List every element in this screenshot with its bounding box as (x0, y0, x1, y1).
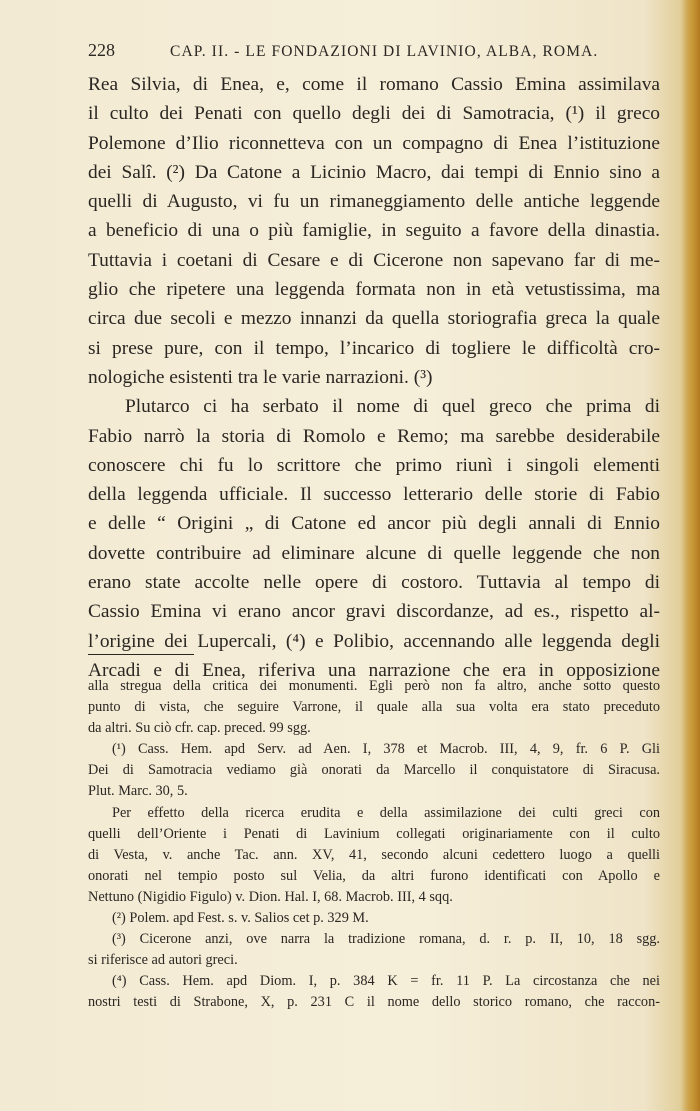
main-text (88, 70, 660, 685)
footnote-line: Plut. Marc. 30, 5. (88, 783, 188, 800)
footnote-line: nostri testi di Strabone, X, p. 231 C il nome dello storico romano, che raccon- (88, 994, 660, 1011)
footnote-line: alla stregua della critica dei monumenti. Egli però non fa altro, anche sotto questo (88, 678, 660, 694)
body-line: si prese pure, con il tempo, l’incarico di togliere le difficoltà cro- (88, 337, 660, 359)
body-line: circa due secoli e mezzo innanzi da quella storiografia greca la quale (88, 308, 660, 330)
footnote-line: punto di vista, che seguire Varrone, il quale alla sua volta era stato preceduto (88, 699, 660, 716)
footnote-line: (²) Polem. apd Fest. s. v. Salios cet p. 329 M. (112, 910, 369, 927)
body-line: Rea Silvia, di Enea, e, come il romano Cassio Emina assimilava (88, 74, 660, 95)
body-line: dei Salî. (²) Da Catone a Licinio Macro, dai tempi di Ennio sino a (88, 161, 660, 183)
body-line: Plutarco ci ha serbato il nome di quel greco che prima di (125, 396, 660, 418)
body-line: glio che ripetere una leggenda formata non in età vetustissima, ma (88, 279, 660, 301)
body-line: Arcadi e di Enea, riferiva una narrazione che era in opposizione (88, 659, 660, 681)
footnote-line: si riferisce ad autori greci. (88, 952, 238, 969)
footnote-line: (⁴) Cass. Hem. apd Diom. I, p. 384 K = fr. 11 P. La circostanza che nei (112, 973, 660, 990)
body-line: Polemone d’Ilio riconnetteva con un compagno di Enea l’istituzione (88, 132, 660, 154)
footnote-line: da altri. Su ciò cfr. cap. preced. 99 sgg. (88, 720, 311, 737)
body-line: Fabio narrò la storia di Romolo e Remo; ma sarebbe desiderabile (88, 425, 660, 447)
body-line: conoscere chi fu lo scrittore che primo riunì i singoli elementi (88, 454, 660, 476)
body-line: a beneficio di una o più famiglie, in seguito a favore della dinastia. (88, 220, 660, 242)
body-line: Tuttavia i coetani di Cesare e di Cicerone non sapevano far di me- (88, 249, 660, 271)
footnote-line: di Vesta, v. anche Tac. ann. XV, 41, secondo alcuni cedettero luogo a quelli (88, 846, 660, 863)
page-edge (682, 0, 700, 1111)
footnote-line: Per effetto della ricerca erudita e della assimilazione dei culti greci con (112, 804, 660, 821)
footnote-line: quelli dell’Oriente i Penati di Lavinium collegati originariamente con il culto (88, 825, 660, 842)
running-title: CAP. II. - LE FONDAZIONI DI LAVINIO, ALBA, ROMA. (170, 43, 599, 60)
body-line: il culto dei Penati con quello degli dei di Samotracia, (¹) il greco (88, 103, 660, 125)
page-header (88, 40, 648, 66)
footnote-line: onorati nel tempio posto sul Velia, da altri furono identificati con Apollo e (88, 867, 660, 884)
body-line: nologiche esistenti tra le varie narrazioni. (³) (88, 366, 433, 388)
body-line: l’origine dei Lupercali, (⁴) e Polibio, accennando alle leggenda degli (88, 630, 660, 652)
body-line: erano state accolte nelle opere di costoro. Tuttavia al tempo di (88, 572, 660, 594)
body-line: dovette contribuire ad eliminare alcune di quelle leggende che non (88, 542, 660, 564)
body-line: e delle “ Origini „ di Catone ed ancor più degli annali di Ennio (88, 513, 660, 535)
footnote-line: (¹) Cass. Hem. apd Serv. ad Aen. I, 378 et Macrob. III, 4, 9, fr. 6 P. Gli (112, 741, 660, 758)
footnote-line: (³) Cicerone anzi, ove narra la tradizione romana, d. r. p. II, 10, 18 sgg. (112, 931, 660, 948)
footnote-separator (88, 654, 194, 655)
body-line: quelli di Augusto, vi fu un rimaneggiamento delle antiche leggende (88, 191, 660, 213)
footnote-line: Nettuno (Nigidio Figulo) v. Dion. Hal. I, 68. Macrob. III, 4 sqq. (88, 888, 453, 905)
footnote-line: Dei di Samotracia vediamo già onorati da Marcello il conquistatore di Siracusa. (88, 762, 660, 779)
page-number: 228 (88, 40, 115, 60)
body-line: Cassio Emina vi erano ancor gravi discordanze, ad es., rispetto al- (88, 601, 660, 623)
body-line: della leggenda ufficiale. Il successo letterario delle storie di Fabio (88, 484, 660, 506)
footnotes (88, 676, 660, 1014)
